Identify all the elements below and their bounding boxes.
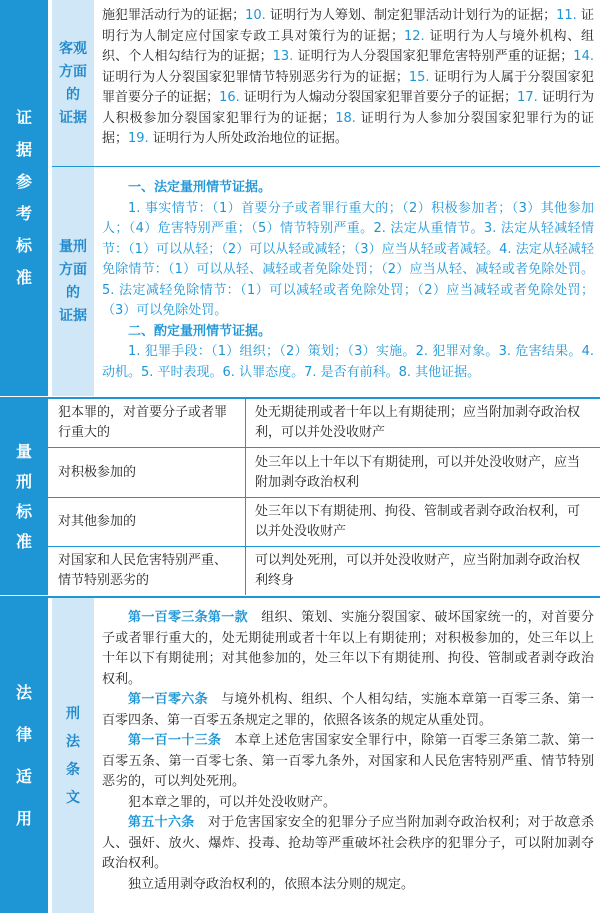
article: 犯本章之罪的，可以并处没收财产。 [128, 794, 337, 810]
sentencing-aspect-label: 量刑 方面 的 证据 [52, 167, 94, 396]
criminal-law-articles-label: 刑 法 条 文 [52, 598, 94, 913]
objective-aspect-label: 客观 方面 的 证据 [52, 0, 94, 166]
objective-evidence-text: 施犯罪活动行为的证据；10. 证明行为人筹划、制定犯罪活动计划行为的证据；11. 证明行为人制定应付国家专政工具对策行为的证据；12. 证明行为人与境外机构、组织、个人相勾结行为的证据；13. 证明行为人分裂国家犯罪危害特别严重的证据；14. 证明行为人分裂国家犯罪情节特别恶劣行为的证据；15. 证明行为人属于分裂国家犯罪首要分子的证据；16. 证明行为人煽动分裂国家犯罪首要分子的证据；17. 证明行为人积极参加分裂国家犯罪行为的证据；18. 证明行为人参加分裂国家犯罪行为的证据；19. 证明行为人所处政治地位的证据。 [102, 8, 594, 146]
article: 第一百零六条 与境外机构、组织、个人相勾结，实施本章第一百零三条、第一百零四条、第一百零五条规定之罪的，依照各该条的规定从重处罚。 [102, 692, 594, 728]
article: 第五十六条 对于危害国家安全的犯罪分子应当附加剥夺政治权利；对于故意杀人、强奸、放火、爆炸、投毒、抢劫等严重破坏社会秩序的犯罪分子，可以附加剥夺政治权利。 [102, 815, 594, 871]
item: 施犯罪活动行为的证据； [102, 8, 246, 23]
divider [52, 166, 600, 167]
discretionary-content: 1. 犯罪手段：（1）组织；（2）策划；（3）实施。2. 犯罪对象。3. 危害结果。4. 动机。5. 平时表现。6. 认罪态度。7. 是否有前科。8. 其他证据。 [102, 344, 594, 380]
table-row-left: 对其他参加的 [58, 514, 137, 529]
table-row-right: 处三年以下有期徒刑、拘役、管制或者剥夺政治权利，可以并处没收财产 [255, 504, 581, 539]
article: 第一百一十三条 本章上述危害国家安全罪行中，除第一百零三条第二款、第一百零五条、第一百零七条、第一百零九条外，对国家和人民危害特别严重、情节特别恶劣的，可以判处死刑。 [102, 733, 594, 789]
sentencing-evidence-text [102, 178, 594, 383]
statutory-content: 1. 事实情节：（1）首要分子或者罪行重大的；（2）积极参加者；（3）其他参加人；（4）危害特别严重；（5）情节特别严重。2. 法定从重情节。3. 法定从轻减轻情节：（1）可以从轻；（2）可以从轻或减轻；（3）应当从轻或者减轻。4. 法定从轻减轻免除情节：（1）可以从轻、减轻或者免除处罚；（2）应当从轻、减轻或者免除处罚。5. 法定减轻免除情节：（1）可以减轻或者免除处罚；（2）应当减轻或者免除处罚；（3）可以免除处罚。 [102, 200, 594, 318]
table-row-right: 处三年以上十年以下有期徒刑，可以并处没收财产，应当附加剥夺政治权利 [255, 454, 581, 490]
table-row-left: 对国家和人民危害特别严重、情节特别恶劣的 [58, 553, 228, 588]
evidence-standard-label: 证 据 参 考 标 准 [0, 0, 48, 396]
table-row-right: 处无期徒刑或者十年以上有期徒刑；应当附加剥夺政治权利，可以并处没收财产 [255, 405, 581, 440]
sentencing-standard-label: 量 刑 标 准 [0, 399, 48, 595]
table-row-left: 犯本罪的，对首要分子或者罪行重大的 [58, 405, 228, 440]
statutory-heading: 一、法定量刑情节证据。 [128, 180, 272, 195]
law-application-label: 法 律 适 用 [0, 598, 48, 913]
table-row-left: 对积极参加的 [58, 464, 137, 480]
table-row-right: 可以判处死刑，可以并处没收财产，应当附加剥夺政治权利终身 [255, 553, 581, 588]
discretionary-heading: 二、酌定量刑情节证据。 [128, 323, 272, 339]
criminal-law-text [102, 608, 594, 895]
article: 独立适用剥夺政治权利的，依照本法分则的规定。 [128, 876, 415, 892]
article: 第一百零三条第一款 组织、策划、实施分裂国家、破坏国家统一的，对首要分子或者罪行重大的，处无期徒刑或者十年以上有期徒刑；对积极参加的，处三年以上十年以下有期徒刑；对其他参加的，处三年以下有期徒刑、拘役、管制或者剥夺政治权利。 [102, 610, 594, 687]
